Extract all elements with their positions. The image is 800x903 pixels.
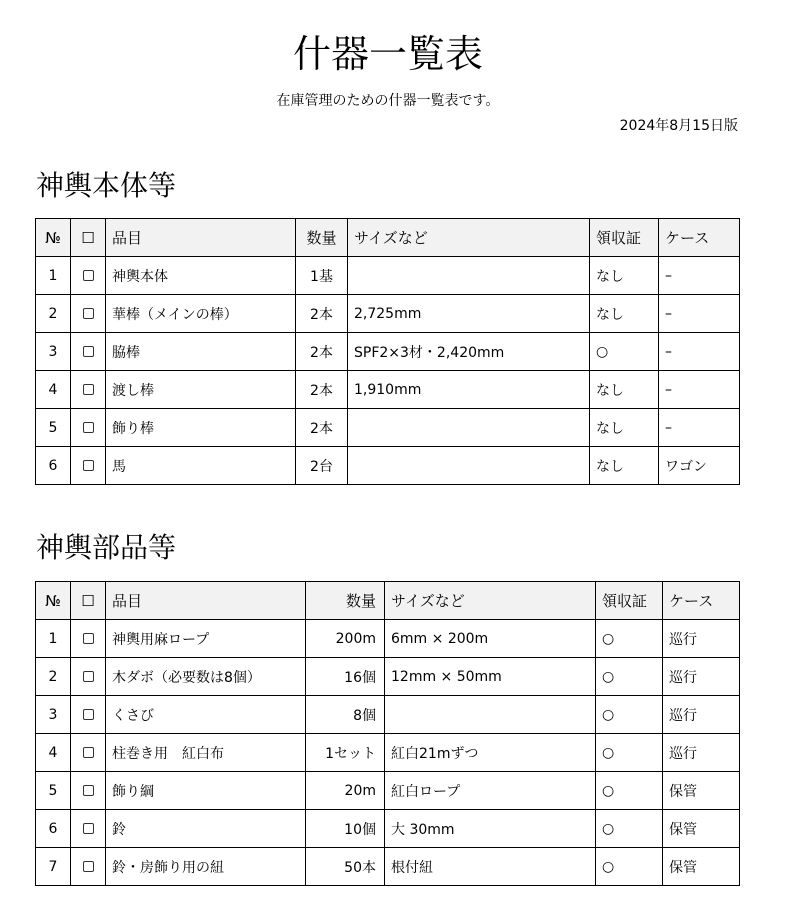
table-row: [36, 409, 740, 447]
table-header-row: [36, 582, 740, 620]
item-size: SPF2×3材・2,420mm: [348, 333, 590, 371]
item-checkbox[interactable]: [83, 422, 94, 433]
item-name: 木ダボ（必要数は8個）: [106, 658, 306, 696]
col-header-no: №: [36, 582, 71, 620]
item-case: 保管: [663, 848, 740, 886]
row-number: 5: [36, 772, 71, 810]
item-receipt: ○: [590, 333, 659, 371]
col-header-size: サイズなど: [385, 582, 596, 620]
table-header-row: [36, 219, 740, 257]
item-size: [385, 696, 596, 734]
row-number: 3: [36, 696, 71, 734]
row-number: 6: [36, 810, 71, 848]
item-checkbox[interactable]: [83, 384, 94, 395]
item-case: –: [659, 409, 740, 447]
table-row: [36, 810, 740, 848]
item-receipt: ○: [596, 620, 663, 658]
table-row: [36, 333, 740, 371]
item-size: 根付紐: [385, 848, 596, 886]
item-quantity: 2台: [296, 447, 348, 485]
item-receipt: なし: [590, 447, 659, 485]
item-size: 紅白ロープ: [385, 772, 596, 810]
item-size: [348, 447, 590, 485]
table-row: [36, 257, 740, 295]
item-name: 神輿用麻ロープ: [106, 620, 306, 658]
col-header-qty: 数量: [306, 582, 385, 620]
item-case: –: [659, 371, 740, 409]
item-receipt: ○: [596, 810, 663, 848]
item-size: 大 30mm: [385, 810, 596, 848]
item-case: 保管: [663, 772, 740, 810]
item-receipt: ○: [596, 772, 663, 810]
item-size: 1,910mm: [348, 371, 590, 409]
row-number: 3: [36, 333, 71, 371]
item-case: 巡行: [663, 620, 740, 658]
row-number: 2: [36, 658, 71, 696]
row-number: 4: [36, 371, 71, 409]
item-receipt: なし: [590, 409, 659, 447]
col-header-no: №: [36, 219, 71, 257]
row-number: 5: [36, 409, 71, 447]
row-number: 4: [36, 734, 71, 772]
section-heading-parts: 神輿部品等: [36, 531, 177, 564]
col-header-item: 品目: [106, 219, 296, 257]
table-row: [36, 447, 740, 485]
item-checkbox[interactable]: [83, 308, 94, 319]
item-receipt: なし: [590, 371, 659, 409]
row-checkbox-cell: [71, 696, 106, 734]
item-size: 紅白21mずつ: [385, 734, 596, 772]
page-subtitle: 在庫管理のための什器一覧表です。: [276, 93, 500, 109]
item-name: 飾り綱: [106, 772, 306, 810]
row-number: 6: [36, 447, 71, 485]
item-name: 飾り棒: [106, 409, 296, 447]
item-name: 鈴: [106, 810, 306, 848]
table-row: [36, 620, 740, 658]
row-checkbox-cell: [71, 848, 106, 886]
col-header-case: ケース: [663, 582, 740, 620]
item-case: 巡行: [663, 696, 740, 734]
col-header-receipt: 領収証: [596, 582, 663, 620]
item-quantity: 2本: [296, 371, 348, 409]
col-header-qty: 数量: [296, 219, 348, 257]
item-size: 2,725mm: [348, 295, 590, 333]
row-checkbox-cell: [71, 295, 106, 333]
table-row: [36, 734, 740, 772]
row-checkbox-cell: [71, 772, 106, 810]
item-name: 柱巻き用 紅白布: [106, 734, 306, 772]
item-size: [348, 257, 590, 295]
section-heading-main: 神輿本体等: [36, 169, 177, 202]
table-row: [36, 658, 740, 696]
item-checkbox[interactable]: [83, 633, 94, 644]
row-number: 2: [36, 295, 71, 333]
item-name: くさび: [106, 696, 306, 734]
row-checkbox-cell: [71, 333, 106, 371]
page-title: 什器一覧表: [292, 32, 483, 76]
item-checkbox[interactable]: [83, 709, 94, 720]
col-header-check: ☐: [71, 582, 106, 620]
item-receipt: ○: [596, 734, 663, 772]
item-checkbox[interactable]: [83, 270, 94, 281]
row-number: 1: [36, 620, 71, 658]
item-receipt: ○: [596, 696, 663, 734]
item-quantity: 8個: [306, 696, 385, 734]
row-checkbox-cell: [71, 409, 106, 447]
item-name: 華棒（メインの棒）: [106, 295, 296, 333]
table-row: [36, 848, 740, 886]
item-case: 巡行: [663, 734, 740, 772]
item-receipt: ○: [596, 658, 663, 696]
row-checkbox-cell: [71, 447, 106, 485]
item-size: 12mm × 50mm: [385, 658, 596, 696]
row-number: 1: [36, 257, 71, 295]
table-row: [36, 371, 740, 409]
col-header-case: ケース: [659, 219, 740, 257]
row-checkbox-cell: [71, 371, 106, 409]
item-checkbox[interactable]: [83, 671, 94, 682]
item-quantity: 50本: [306, 848, 385, 886]
table-row: [36, 772, 740, 810]
col-header-receipt: 領収証: [590, 219, 659, 257]
table-row: [36, 696, 740, 734]
item-quantity: 1セット: [306, 734, 385, 772]
item-checkbox[interactable]: [83, 747, 94, 758]
item-case: –: [659, 295, 740, 333]
row-checkbox-cell: [71, 658, 106, 696]
row-checkbox-cell: [71, 810, 106, 848]
item-quantity: 200m: [306, 620, 385, 658]
item-name: 神輿本体: [106, 257, 296, 295]
row-checkbox-cell: [71, 620, 106, 658]
item-receipt: なし: [590, 257, 659, 295]
item-quantity: 2本: [296, 333, 348, 371]
item-checkbox[interactable]: [83, 460, 94, 471]
item-checkbox[interactable]: [83, 823, 94, 834]
item-checkbox[interactable]: [83, 785, 94, 796]
item-name: 脇棒: [106, 333, 296, 371]
item-quantity: 16個: [306, 658, 385, 696]
item-quantity: 10個: [306, 810, 385, 848]
item-checkbox[interactable]: [83, 346, 94, 357]
item-quantity: 20m: [306, 772, 385, 810]
items-table-parts: [35, 581, 740, 886]
item-checkbox[interactable]: [83, 861, 94, 872]
items-table-main: [35, 218, 740, 485]
item-case: 巡行: [663, 658, 740, 696]
item-size: 6mm × 200m: [385, 620, 596, 658]
item-case: ワゴン: [659, 447, 740, 485]
col-header-size: サイズなど: [348, 219, 590, 257]
col-header-check: ☐: [71, 219, 106, 257]
row-checkbox-cell: [71, 257, 106, 295]
row-number: 7: [36, 848, 71, 886]
version-date: 2024年8月15日版: [619, 118, 738, 134]
item-case: 保管: [663, 810, 740, 848]
col-header-item: 品目: [106, 582, 306, 620]
item-name: 鈴・房飾り用の紐: [106, 848, 306, 886]
item-size: [348, 409, 590, 447]
item-quantity: 2本: [296, 295, 348, 333]
item-name: 渡し棒: [106, 371, 296, 409]
item-quantity: 2本: [296, 409, 348, 447]
item-case: –: [659, 257, 740, 295]
item-name: 馬: [106, 447, 296, 485]
table-row: [36, 295, 740, 333]
item-case: –: [659, 333, 740, 371]
item-quantity: 1基: [296, 257, 348, 295]
item-receipt: なし: [590, 295, 659, 333]
item-receipt: ○: [596, 848, 663, 886]
row-checkbox-cell: [71, 734, 106, 772]
